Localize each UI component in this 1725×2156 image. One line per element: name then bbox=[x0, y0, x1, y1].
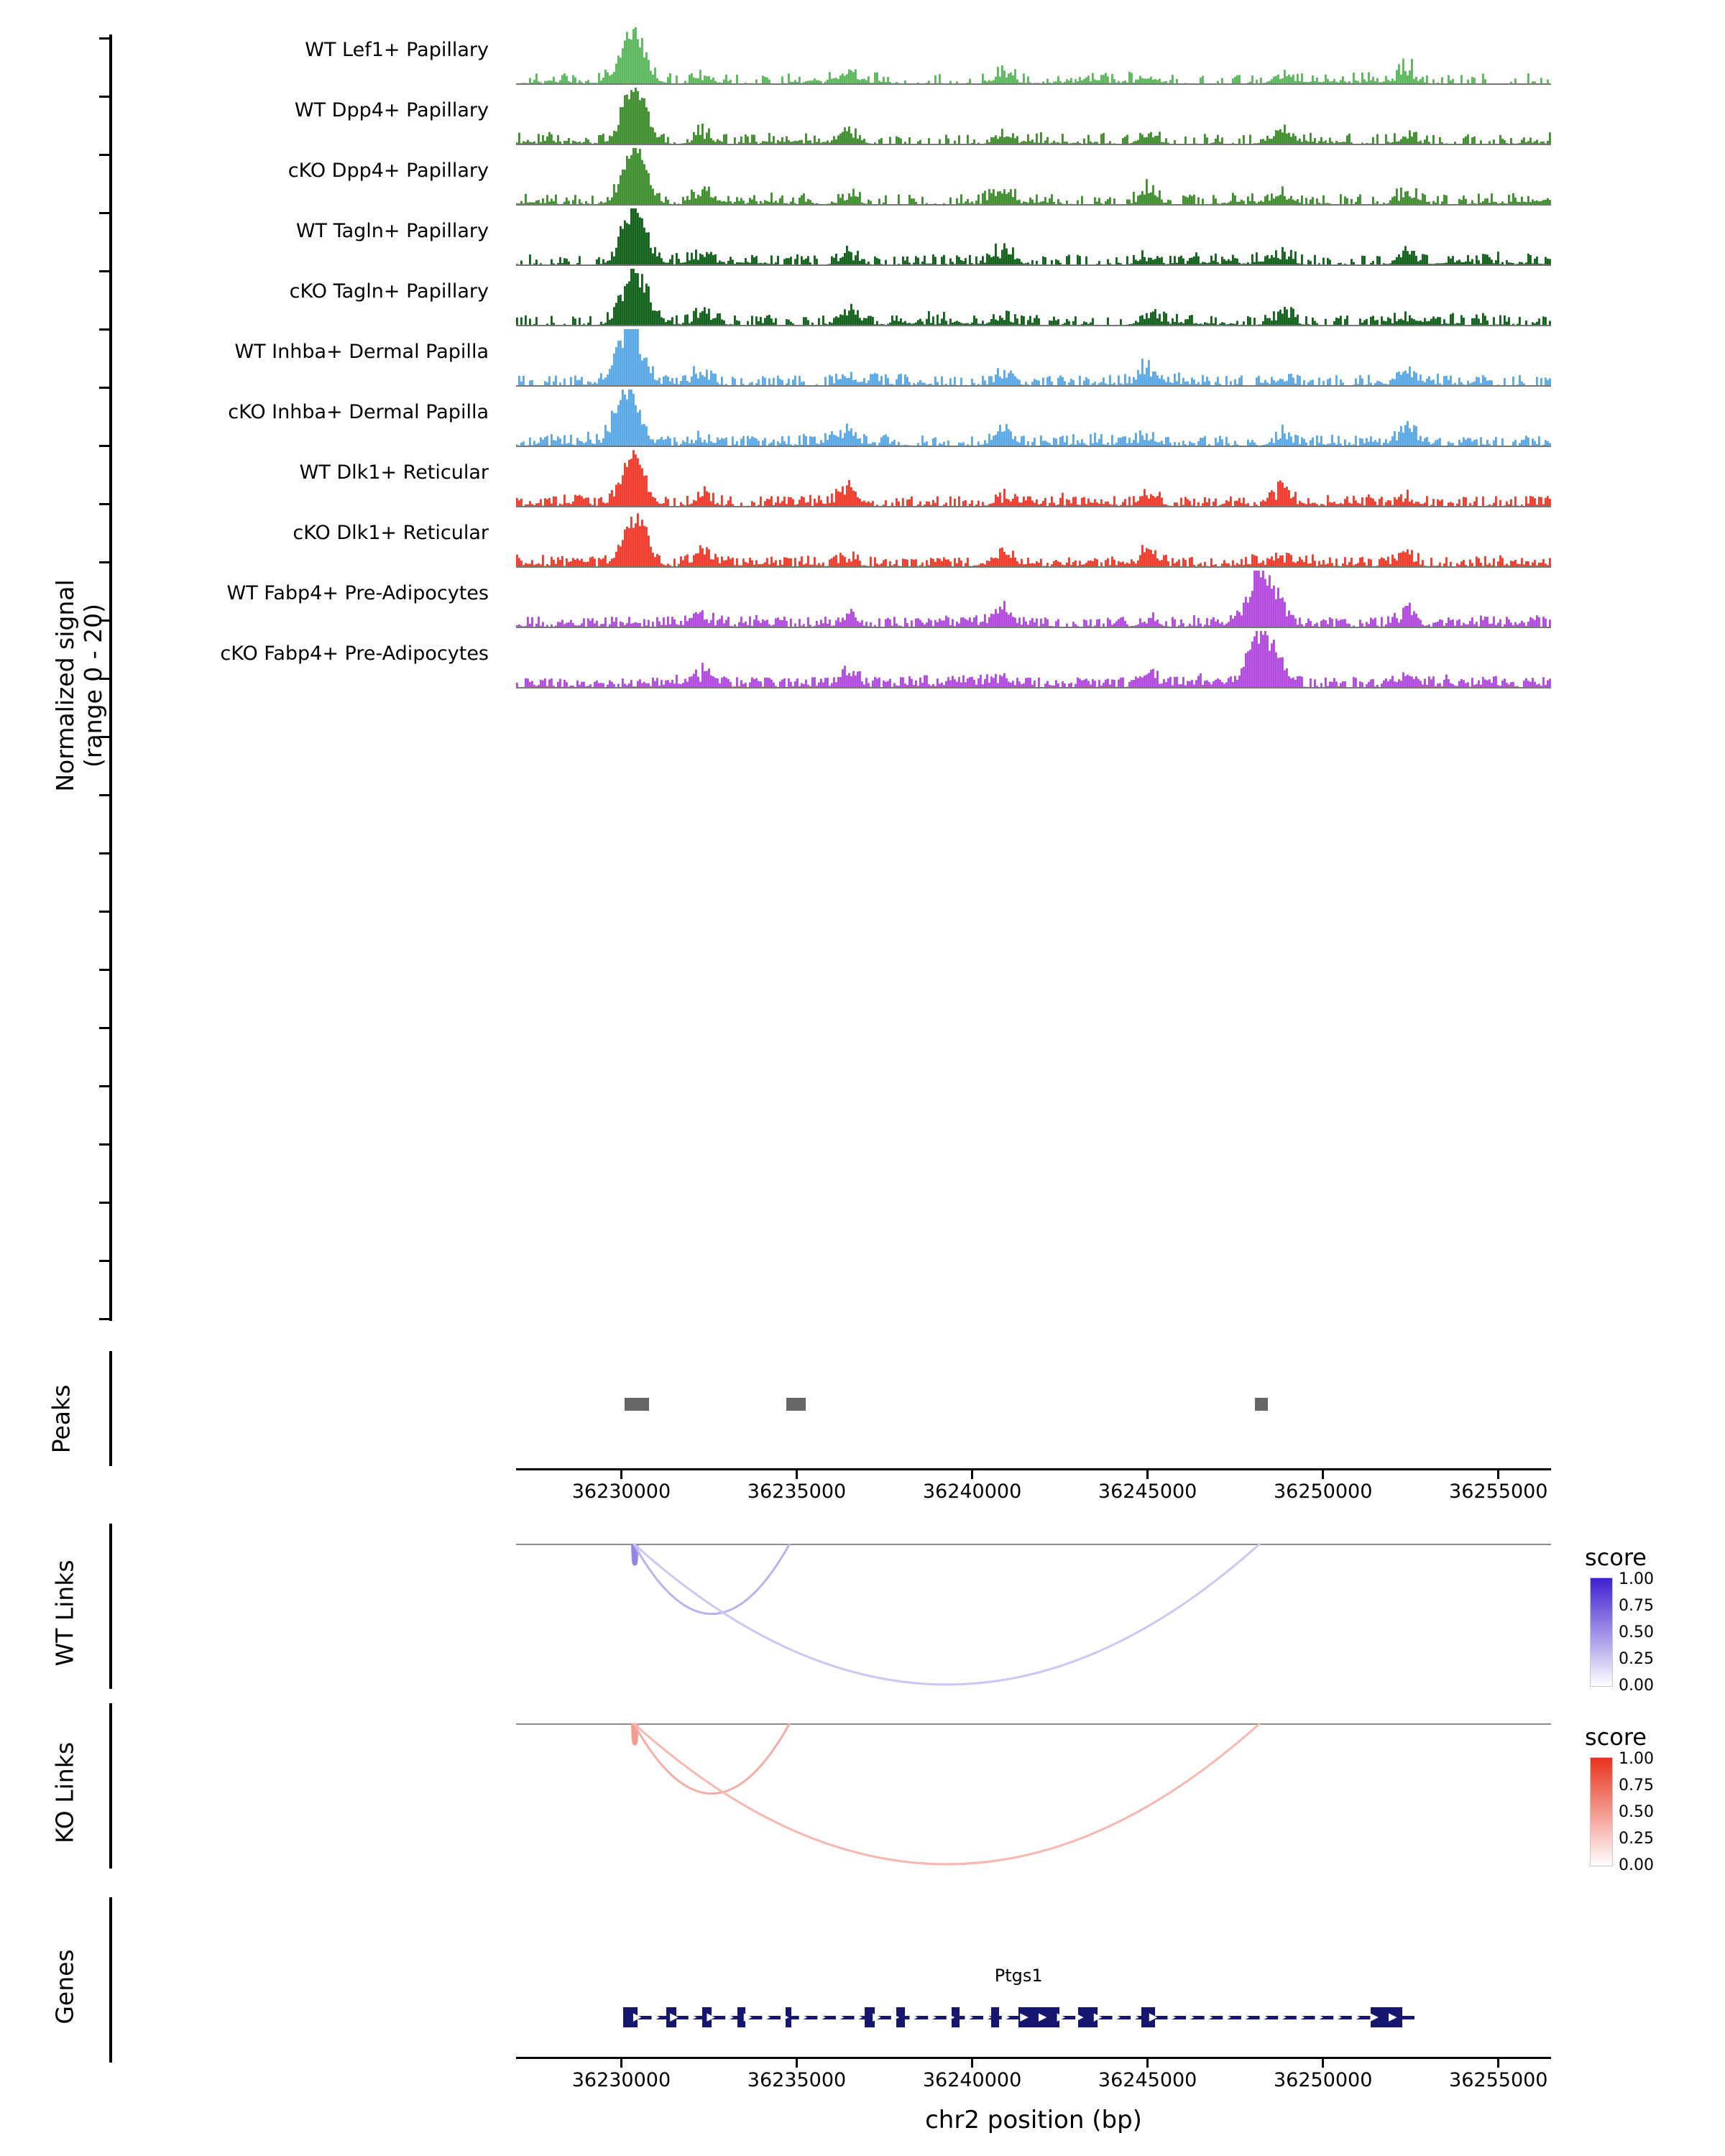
y-axis-tick bbox=[99, 270, 109, 272]
y-axis-tick bbox=[99, 969, 109, 971]
y-axis-tick bbox=[99, 387, 109, 389]
genes-panel-label: Genes bbox=[50, 1949, 79, 2024]
track-baseline-3 bbox=[516, 264, 1551, 266]
gene-strand-arrow: ▶ bbox=[854, 2010, 863, 2023]
gene-strand-arrow: ▶ bbox=[873, 2010, 881, 2023]
gene-strand-arrow: ▶ bbox=[1057, 2010, 1066, 2023]
y-axis-label-line2: (range 0 - 20) bbox=[79, 603, 107, 768]
y-axis-tick bbox=[99, 1202, 109, 1204]
track-signal-7 bbox=[516, 450, 1551, 506]
track-baseline-4 bbox=[516, 325, 1551, 326]
track-baseline-9 bbox=[516, 627, 1551, 628]
x-axis-tick bbox=[1146, 1470, 1149, 1479]
gene-strand-arrow: ▶ bbox=[1075, 2010, 1084, 2023]
gene-strand-arrow: ▶ bbox=[817, 2010, 826, 2023]
y-axis-tick bbox=[99, 212, 109, 214]
wt-links-axis-bracket bbox=[109, 1524, 112, 1689]
gene-strand-arrow: ▶ bbox=[1149, 2010, 1158, 2023]
track-label-9: WT Fabp4+ Pre-Adipocytes bbox=[226, 582, 489, 604]
x-axis-tick-label: 36235000 bbox=[747, 1480, 847, 1503]
legend-tick-label: 0.25 bbox=[1619, 1830, 1654, 1848]
ko-score-legend-title: score bbox=[1585, 1723, 1647, 1751]
gene-strand-arrow: ▶ bbox=[1093, 2010, 1103, 2023]
y-axis-tick bbox=[99, 328, 109, 331]
x-axis-top bbox=[516, 1468, 1551, 1470]
track-signal-1 bbox=[516, 88, 1551, 144]
x-axis-tick-label: 36250000 bbox=[1273, 2069, 1373, 2091]
gene-strand-arrow: ▶ bbox=[1038, 2010, 1047, 2023]
track-signal-0 bbox=[516, 27, 1551, 83]
track-label-7: WT Dlk1+ Reticular bbox=[299, 461, 489, 484]
legend-tick-label: 0.00 bbox=[1619, 1856, 1654, 1874]
x-axis-tick bbox=[971, 1470, 973, 1479]
peaks-panel-label: Peaks bbox=[47, 1384, 75, 1454]
link-arc-1 bbox=[634, 1544, 790, 1614]
track-signal-4 bbox=[516, 269, 1551, 325]
gene-strand-arrow: ▶ bbox=[835, 2010, 845, 2023]
gene-strand-arrow: ▶ bbox=[946, 2010, 955, 2023]
gene-label: Ptgs1 bbox=[994, 1966, 1043, 1986]
gene-strand-arrow: ▶ bbox=[725, 2010, 734, 2023]
signal-axis-bracket bbox=[109, 34, 112, 1321]
y-axis-tick bbox=[99, 1260, 109, 1262]
x-axis-tick-label: 36240000 bbox=[922, 2069, 1022, 2091]
legend-tick-label: 1.00 bbox=[1619, 1750, 1654, 1768]
track-label-5: WT Inhba+ Dermal Papilla bbox=[234, 341, 489, 363]
gene-strand-arrow: ▶ bbox=[1388, 2010, 1397, 2023]
track-signal-2 bbox=[516, 148, 1551, 204]
y-axis-tick bbox=[99, 154, 109, 156]
track-label-2: cKO Dpp4+ Papillary bbox=[288, 160, 489, 182]
legend-tick-label: 0.00 bbox=[1619, 1677, 1654, 1695]
track-label-1: WT Dpp4+ Papillary bbox=[294, 99, 489, 121]
gene-strand-arrow: ▶ bbox=[1370, 2010, 1379, 2023]
track-signal-8 bbox=[516, 510, 1551, 566]
x-axis-tick-label: 36245000 bbox=[1098, 2069, 1197, 2091]
x-axis-tick-label: 36235000 bbox=[747, 2069, 847, 2091]
y-axis-tick bbox=[99, 911, 109, 913]
gene-strand-arrow: ▶ bbox=[1112, 2010, 1121, 2023]
track-baseline-2 bbox=[516, 204, 1551, 206]
gene-strand-arrow: ▶ bbox=[743, 2010, 753, 2023]
peaks-axis-bracket bbox=[109, 1351, 112, 1466]
gene-strand-arrow: ▶ bbox=[1223, 2010, 1231, 2023]
wt-score-colorbar bbox=[1590, 1577, 1613, 1687]
gene-strand-arrow: ▶ bbox=[707, 2010, 715, 2023]
track-baseline-6 bbox=[516, 446, 1551, 447]
x-axis-title: chr2 position (bp) bbox=[925, 2106, 1142, 2134]
ko-links-arcs bbox=[516, 1718, 1551, 1872]
gene-strand-arrow: ▶ bbox=[965, 2010, 973, 2023]
genes-axis-bracket bbox=[109, 1897, 112, 2063]
gene-strand-arrow: ▶ bbox=[799, 2010, 808, 2023]
gene-strand-arrow: ▶ bbox=[1204, 2010, 1213, 2023]
gene-strand-arrow: ▶ bbox=[1278, 2010, 1287, 2023]
track-label-8: cKO Dlk1+ Reticular bbox=[293, 522, 489, 544]
y-axis-tick bbox=[99, 445, 109, 447]
ko-links-panel-label: KO Links bbox=[50, 1741, 79, 1844]
y-axis-tick bbox=[99, 37, 109, 40]
track-signal-3 bbox=[516, 208, 1551, 264]
track-label-6: cKO Inhba+ Dermal Papilla bbox=[228, 401, 489, 423]
gene-strand-arrow: ▶ bbox=[762, 2010, 770, 2023]
link-arc-1 bbox=[634, 1723, 790, 1794]
ko-score-colorbar bbox=[1590, 1757, 1613, 1866]
track-baseline-1 bbox=[516, 144, 1551, 145]
y-axis-label-line1: Normalized signal bbox=[51, 579, 79, 792]
legend-tick-label: 1.00 bbox=[1619, 1570, 1654, 1588]
gene-strand-arrow: ▶ bbox=[651, 2010, 661, 2023]
x-axis-tick bbox=[796, 1470, 798, 1479]
x-axis-tick bbox=[1146, 2059, 1149, 2068]
wt-links-panel-label: WT Links bbox=[50, 1560, 79, 1667]
wt-links-arcs bbox=[516, 1538, 1551, 1692]
x-axis-tick bbox=[1322, 2059, 1324, 2068]
track-label-10: cKO Fabp4+ Pre-Adipocytes bbox=[220, 642, 489, 665]
x-axis-tick-label: 36255000 bbox=[1449, 2069, 1548, 2091]
peak-region-1 bbox=[786, 1398, 806, 1411]
gene-strand-arrow: ▶ bbox=[1296, 2010, 1305, 2023]
legend-tick-label: 0.75 bbox=[1619, 1597, 1654, 1615]
y-axis-tick bbox=[99, 1085, 109, 1087]
x-axis-tick-label: 36255000 bbox=[1449, 1480, 1548, 1503]
gene-strand-arrow: ▶ bbox=[1351, 2010, 1361, 2023]
track-baseline-0 bbox=[516, 83, 1551, 85]
gene-strand-arrow: ▶ bbox=[928, 2010, 937, 2023]
gene-strand-arrow: ▶ bbox=[1315, 2010, 1323, 2023]
x-axis-tick-label: 36230000 bbox=[571, 2069, 671, 2091]
link-arc-2 bbox=[634, 1544, 1260, 1685]
x-axis-tick bbox=[971, 2059, 973, 2068]
peak-region-2 bbox=[1255, 1398, 1268, 1411]
gene-strand-arrow: ▶ bbox=[1333, 2010, 1342, 2023]
track-signal-6 bbox=[516, 390, 1551, 446]
gene-strand-arrow: ▶ bbox=[891, 2010, 900, 2023]
link-arc-2 bbox=[634, 1723, 1260, 1864]
gene-strand-arrow: ▶ bbox=[670, 2010, 678, 2023]
track-label-4: cKO Tagln+ Papillary bbox=[289, 280, 489, 303]
y-axis-tick bbox=[99, 1027, 109, 1029]
gene-strand-arrow: ▶ bbox=[688, 2010, 697, 2023]
gene-strand-arrow: ▶ bbox=[1185, 2010, 1195, 2023]
track-baseline-5 bbox=[516, 385, 1551, 387]
gene-strand-arrow: ▶ bbox=[632, 2010, 642, 2023]
legend-tick-label: 0.25 bbox=[1619, 1650, 1654, 1668]
y-axis-tick bbox=[99, 1143, 109, 1146]
gene-strand-arrow: ▶ bbox=[909, 2010, 918, 2023]
y-axis-tick bbox=[99, 1318, 109, 1320]
ko-links-axis-bracket bbox=[109, 1703, 112, 1869]
x-axis-tick bbox=[796, 2059, 798, 2068]
legend-tick-label: 0.50 bbox=[1619, 1623, 1654, 1641]
gene-strand-arrow: ▶ bbox=[983, 2010, 992, 2023]
wt-score-legend-title: score bbox=[1585, 1544, 1647, 1571]
x-axis-tick-label: 36240000 bbox=[922, 1480, 1022, 1503]
gene-strand-arrow: ▶ bbox=[1167, 2010, 1176, 2023]
track-signal-9 bbox=[516, 571, 1551, 627]
x-axis-bottom bbox=[516, 2057, 1551, 2059]
track-baseline-7 bbox=[516, 506, 1551, 507]
x-axis-tick-label: 36245000 bbox=[1098, 1480, 1197, 1503]
track-signal-10 bbox=[516, 631, 1551, 687]
track-signal-5 bbox=[516, 329, 1551, 385]
x-axis-tick-label: 36250000 bbox=[1273, 1480, 1373, 1503]
track-baseline-8 bbox=[516, 566, 1551, 568]
x-axis-tick bbox=[1322, 1470, 1324, 1479]
x-axis-tick bbox=[620, 1470, 622, 1479]
x-axis-tick bbox=[620, 2059, 622, 2068]
y-axis-label bbox=[51, 484, 107, 887]
gene-strand-arrow: ▶ bbox=[1241, 2010, 1250, 2023]
y-axis-tick bbox=[99, 96, 109, 98]
track-label-3: WT Tagln+ Papillary bbox=[295, 220, 489, 242]
x-axis-tick-label: 36230000 bbox=[571, 1480, 671, 1503]
legend-tick-label: 0.50 bbox=[1619, 1803, 1654, 1821]
x-axis-tick bbox=[1497, 2059, 1499, 2068]
track-baseline-10 bbox=[516, 687, 1551, 688]
track-label-0: WT Lef1+ Papillary bbox=[305, 39, 489, 61]
gene-strand-arrow: ▶ bbox=[1001, 2010, 1011, 2023]
peak-region-0 bbox=[625, 1398, 649, 1411]
x-axis-tick bbox=[1497, 1470, 1499, 1479]
gene-strand-arrow: ▶ bbox=[780, 2010, 789, 2023]
gene-exon bbox=[991, 2007, 999, 2027]
gene-strand-arrow: ▶ bbox=[1259, 2010, 1269, 2023]
gene-strand-arrow: ▶ bbox=[1131, 2010, 1139, 2023]
legend-tick-label: 0.75 bbox=[1619, 1777, 1654, 1795]
gene-strand-arrow: ▶ bbox=[1020, 2010, 1029, 2023]
